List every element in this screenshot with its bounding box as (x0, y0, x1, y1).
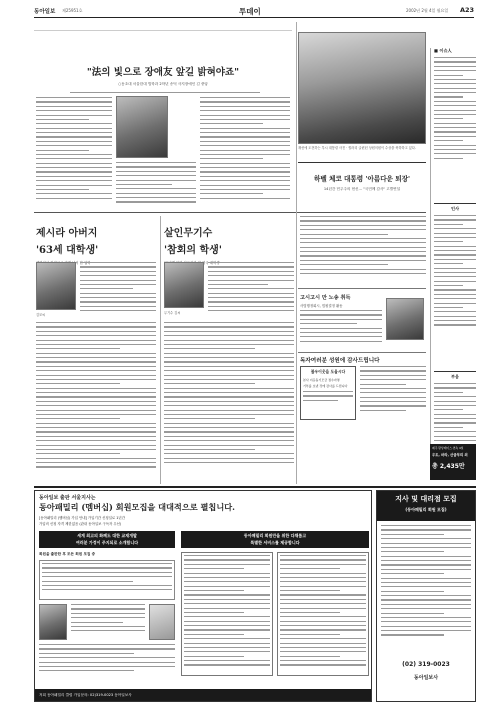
donation-box (300, 366, 356, 420)
havel-article-body (300, 216, 426, 284)
people-sidebar (430, 48, 476, 480)
donation-sub1: 본사 이웃돕기모금 접수자명 (303, 378, 340, 382)
page-date: 2002년 2월 4일 월요일 (406, 8, 449, 13)
ad-left-panel-title: 회원을 출판한 후 모든 회원 모집 중 (39, 552, 96, 556)
ad-center-box-title-1: 동아패밀리 회원만을 위한 다채롭고 (243, 533, 307, 538)
ad-left-box-title-1: 세계 최고의 화폐도 대한 교재개발 (77, 533, 137, 538)
father-photo-caption: 김모씨 (36, 313, 46, 317)
ad-center-box-title-2: 특별한 서비스를 제공합니다 (250, 540, 300, 545)
exam-subhead: 사법행정회시, 법원결정 활동 (300, 304, 343, 308)
ad-book-image-2 (149, 604, 175, 640)
page-number: A23 (460, 6, 475, 14)
edition-number: 제25951호 (62, 8, 83, 13)
thanks-headline: 독자여러분 성원에 감사드립니다 (300, 358, 380, 364)
top-news-photo (298, 32, 426, 144)
ad-right-block (376, 490, 476, 702)
main-article-body-col3 (200, 97, 290, 209)
father-student-article (36, 216, 156, 484)
ad-left-sub (39, 531, 175, 681)
corner-ad-top: 제주 환상레이스·연속 4일 (432, 446, 464, 450)
main-article-photo (116, 96, 168, 158)
ad-contact-number[interactable]: (02) 319-0023 (402, 661, 450, 668)
people-sidebar-title: ■ 이슈人 (434, 48, 452, 53)
prisoner-headline-1: 살인무기수 (164, 228, 213, 239)
corner-ad-mid: 우도, 마라, 산굼부리 외 (432, 453, 468, 457)
ad-center-sub (181, 531, 369, 681)
ad-brand: 동아일보사 (413, 675, 439, 681)
exam-article (300, 290, 426, 350)
havel-subhead: 14년간 민주주의 헌신… "국민께 감사" 고별연설 (323, 187, 401, 191)
ad-footer-text: 저희 동아패밀리 클럽 가입문의: 02)319-0023 동아일보사 (39, 692, 132, 697)
page-header (34, 6, 474, 18)
personnel-title: 인사 (434, 203, 476, 212)
main-headline: "法의 빛으로 장애友 앞길 밝혀야죠" (86, 67, 240, 78)
exam-headline: 고시고시 만 노송 취득 (300, 295, 351, 301)
exam-photo (386, 298, 424, 340)
prisoner-photo-caption: 무기수 김씨 (164, 311, 181, 315)
prisoner-headline-2: '참회의 학생' (164, 245, 222, 256)
ad-book-image-1 (39, 604, 67, 640)
thanks-notice (300, 354, 426, 422)
ad-left-box-title-2: 여러분 가정이 주지되로 소개합니다 (75, 540, 139, 545)
father-photo (36, 262, 76, 310)
father-headline-2: '63세 대학생' (36, 245, 99, 256)
ad-right-title-2: (동아패밀리 회원 모집) (405, 507, 447, 512)
membership-ad[interactable] (34, 490, 476, 702)
ad-left-block (34, 490, 372, 702)
main-byline: ○동초대 서울한대 법학과 2학년 송덕 사지장애인 김 중앙 (118, 82, 208, 86)
section-title: 투데이 (239, 7, 261, 16)
prisoner-student-article (164, 216, 294, 484)
havel-article (298, 162, 426, 208)
father-headline-1: 제시라 아버지 (36, 228, 98, 239)
main-article-body-col2 (116, 162, 196, 210)
prisoner-subhead: 영국 (202, 261, 209, 265)
corner-ad[interactable] (430, 444, 476, 480)
prisoner-photo (164, 262, 204, 308)
ad-pretitle: 동아일보 출판 서울지사는 (39, 495, 96, 501)
main-article-body-col1 (36, 97, 112, 207)
paper-name: 동아일보 (34, 9, 56, 15)
havel-headline: 하벨 체코 대통령 '아름다운 퇴장' (313, 175, 411, 183)
corner-ad-price: 총 2,435만 (432, 463, 465, 470)
ad-title: 동아패밀리 (멤버십) 회원모집을 대대적으로 펼칩니다. (39, 502, 236, 512)
donation-label: 불우이웃을 도울시다 (310, 369, 346, 374)
ad-info-2: 가입비 신청 자격 제한없음 (관내 동아일보 구독자 우선) (39, 522, 122, 526)
obituary-title: 부음 (434, 371, 476, 380)
top-photo-caption: 재선에 도전하는 부시 대통령 사진 · 힐러리 클린턴 상원의원이 수상을 축하하고 있다. (298, 146, 416, 150)
donation-sub2: 기부를 보낸 것에 감사를 드립니다 (303, 384, 348, 388)
ad-info-1: [동아패밀리 (멤버십) 가입 안내] 가입기간 신청일로 1년간 (39, 516, 125, 520)
ad-footer-bar (35, 689, 371, 701)
ad-right-title-1: 지사 및 대리점 모집 (395, 494, 457, 503)
